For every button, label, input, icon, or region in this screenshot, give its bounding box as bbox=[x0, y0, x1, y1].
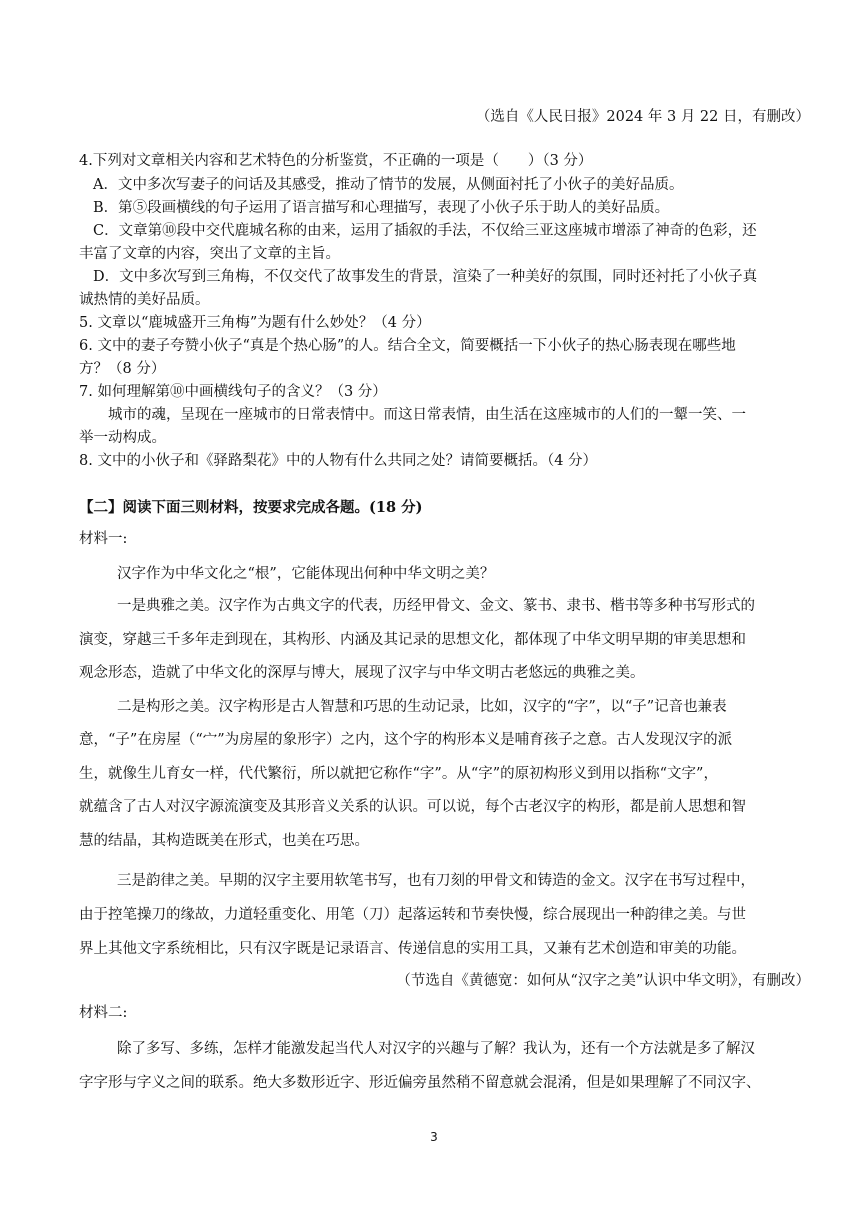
question-6-cont: 方？（8 分） bbox=[79, 361, 166, 377]
material-2-label: 材料二: bbox=[79, 1005, 128, 1021]
quoted-sentence: 城市的魂，呈现在一座城市的日常表情中。而这日常表情，由生活在这座城市的人们的一颦一笑、一 bbox=[108, 407, 746, 423]
option-d: D．文中多次写到三角梅，不仅交代了故事发生的背景，渲染了一种美好的氛围，同时还衬托了小伙子真 bbox=[93, 269, 758, 285]
material-1-line: 由于控笔操刀的缘故，力道轻重变化、用笔（刀）起落运转和节奏快慢，综合展现出一种韵律之美。与世 bbox=[79, 907, 746, 923]
question-4: 4.下列对文章相关内容和艺术特色的分析鉴赏，不正确的一项是（ ）（3 分） bbox=[79, 153, 593, 169]
material-1-line: 慧的结晶，其构造既美在形式，也美在巧思。 bbox=[79, 833, 369, 849]
question-7: 7. 如何理解第⑩中画横线句子的含义？（3 分） bbox=[79, 384, 387, 400]
question-8: 8. 文中的小伙子和《驿路梨花》中的人物有什么共同之处？请简要概括。（4 分） bbox=[79, 453, 598, 469]
section-heading: 【二】阅读下面三则材料，按要求完成各题。(18 分) bbox=[79, 499, 423, 516]
quoted-sentence-cont: 举一动构成。 bbox=[79, 430, 166, 446]
option-c-cont: 丰富了文章的内容，突出了文章的主旨。 bbox=[79, 246, 340, 262]
material-2-line: 字字形与字义之间的联系。绝大多数形近字、形近偏旁虽然稍不留意就会混淆，但是如果理解了不同汉字、 bbox=[79, 1075, 761, 1091]
material-1-line: 演变，穿越三千多年走到现在，其构形、内涵及其记录的思想文化，都体现了中华文明早期的审美思想和 bbox=[79, 632, 746, 648]
material-1-line: 生，就像生儿育女一样，代代繁衍，所以就把它称作“字”。从“字”的原初构形义到用以指称“文字”， bbox=[79, 766, 718, 782]
material-1-line: 意，“子”在房屋（“宀”为房屋的象形字）之内，这个字的构形本义是哺育孩子之意。古人发现汉字的派 bbox=[79, 732, 733, 748]
option-c: C．文章第⑩段中交代鹿城名称的由来，运用了插叙的手法，不仅给三亚这座城市增添了神奇的色彩，还 bbox=[93, 223, 757, 239]
material-1-line: 汉字作为中华文化之“根”，它能体现出何种中华文明之美？ bbox=[117, 566, 495, 582]
material-1-line: 观念形态，造就了中华文化的深厚与博大，展现了汉字与中华文明古老悠远的典雅之美。 bbox=[79, 665, 645, 681]
material-1-label: 材料一: bbox=[79, 531, 128, 547]
page-number: 3 bbox=[430, 1130, 438, 1144]
material-1-line: 就蕴含了古人对汉字源流演变及其形音义关系的认识。可以说，每个古老汉字的构形，都是前人思想和智 bbox=[79, 799, 746, 815]
option-b: B．第⑤段画横线的句子运用了语言描写和心理描写，表现了小伙子乐于助人的美好品质。 bbox=[93, 200, 670, 216]
question-5: 5. 文章以“鹿城盛开三角梅”为题有什么妙处？（4 分） bbox=[79, 315, 431, 331]
material-1-line: 二是构形之美。汉字构形是古人智慧和巧思的生动记录，比如，汉字的“字”，以“子”记音也兼表 bbox=[117, 699, 727, 715]
question-6: 6. 文中的妻子夸赞小伙子“真是个热心肠”的人。结合全文，简要概括一下小伙子的热心肠表现在哪些地 bbox=[79, 338, 736, 354]
material-1-source: （节选自《黄德宽：如何从“汉字之美”认识中华文明》，有删改） bbox=[396, 973, 810, 989]
source-citation: （选自《人民日报》2024 年 3 月 22 日，有删改） bbox=[475, 109, 810, 125]
material-1-line: 界上其他文字系统相比，只有汉字既是记录语言、传递信息的实用工具，又兼有艺术创造和审美的功能。 bbox=[79, 941, 746, 957]
material-1-line: 三是韵律之美。早期的汉字主要用软笔书写，也有刀刻的甲骨文和铸造的金文。汉字在书写过程中， bbox=[117, 873, 755, 889]
option-d-cont: 诚热情的美好品质。 bbox=[79, 292, 210, 308]
material-2-line: 除了多写、多练，怎样才能激发起当代人对汉字的兴趣与了解？我认为，还有一个方法就是多了解汉 bbox=[117, 1041, 755, 1057]
option-a: A．文中多次写妻子的问话及其感受，推动了情节的发展，从侧面衬托了小伙子的美好品质。 bbox=[93, 177, 684, 193]
material-1-line: 一是典雅之美。汉字作为古典文字的代表，历经甲骨文、金文、篆书、隶书、楷书等多种书写形式的 bbox=[117, 598, 755, 614]
